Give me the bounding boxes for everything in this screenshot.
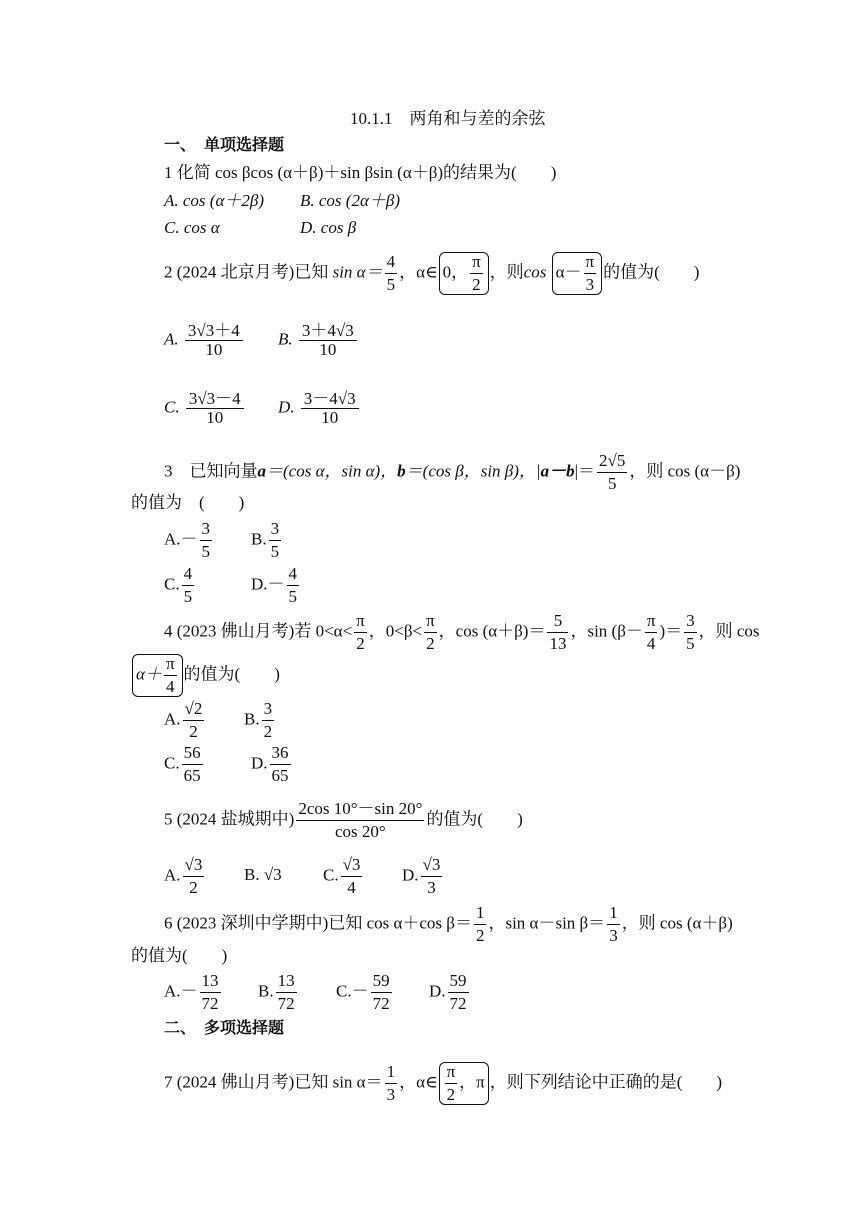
fraction-numerator: 3－4√3 [301, 390, 359, 409]
fraction-numerator: π [470, 253, 483, 274]
question-2-stem [164, 252, 699, 295]
fraction-denominator: 13 [549, 633, 567, 653]
option-label: C. [164, 397, 180, 417]
question-5-option-a [164, 856, 206, 897]
fraction-denominator: 3 [585, 274, 595, 294]
question-2-then: ，则 [489, 262, 524, 282]
fraction-denominator: 2 [356, 633, 365, 653]
fraction-denominator: 72 [201, 993, 219, 1013]
question-3-option-d [251, 565, 301, 606]
fraction-denominator: 2 [446, 1084, 456, 1104]
option-value: √3 [263, 865, 282, 884]
fraction-denominator: 5 [201, 541, 211, 561]
question-3-option-b [251, 520, 283, 561]
fraction-numerator: 4 [385, 253, 398, 274]
fraction-numerator: 36 [270, 744, 291, 765]
question-4-option-d [251, 744, 293, 785]
fraction-numerator: 4 [287, 565, 300, 586]
option-label: B. [244, 865, 260, 884]
fraction-denominator: 65 [271, 765, 289, 785]
option-sign: － [267, 574, 285, 594]
option-label: D. [402, 865, 419, 885]
fraction-numerator: π [645, 612, 658, 633]
question-2-suffix: 的值为( ) [603, 262, 700, 282]
question-1-stem: 1 化简 cos βcos (α＋β)＋sin βsin (α＋β)的结果为( ) [164, 163, 557, 182]
fraction-numerator: π [445, 1063, 458, 1084]
vector-b: b [397, 461, 406, 481]
vector-a-def: ＝(cos α，sin α)， [266, 461, 398, 481]
fraction-denominator: 4 [165, 676, 175, 696]
fraction-denominator: 5 [686, 633, 695, 653]
fraction-denominator: 2 [189, 721, 198, 741]
fraction-denominator: 10 [321, 407, 339, 427]
option-label: C. [336, 981, 352, 1001]
fraction-numerator: 3√3－4 [186, 390, 244, 409]
question-1-option-a: A. cos (α＋2β) [164, 191, 265, 210]
option-label: B. [244, 709, 260, 729]
vector-difference: a－b [540, 461, 575, 481]
question-6-stem [164, 904, 733, 945]
question-3-option-a [164, 520, 214, 561]
fraction-denominator: 5 [183, 586, 193, 606]
question-6-prefix: 6 (2023 深圳中学期中)已知 cos α＋cos β＝ [164, 913, 472, 933]
fraction-numerator: 59 [448, 972, 469, 993]
option-sign: － [180, 981, 198, 1001]
question-2-prefix: 2 (2024 北京月考)已知 [164, 262, 329, 282]
fraction-numerator: π [584, 253, 597, 274]
section-heading-multiple-choice: 二、 多项选择题 [164, 1018, 285, 1037]
vector-b-def: ＝(cos β，sin β)，| [405, 461, 541, 481]
question-2-option-c [164, 390, 246, 427]
question-3-prefix: 3 已知向量 [164, 461, 258, 481]
option-sign: － [351, 981, 369, 1001]
question-6-option-d [429, 972, 471, 1013]
question-1-option-d: D. cos β [300, 218, 357, 237]
fraction-numerator: 3 [200, 520, 213, 541]
fraction-numerator: 13 [276, 972, 297, 993]
fraction-denominator: 10 [319, 339, 337, 359]
option-sign: － [180, 529, 198, 549]
question-6-tail: ，则 cos (α＋β) [621, 913, 733, 933]
fraction-denominator: 3 [427, 877, 436, 897]
question-6-option-b [258, 972, 299, 1013]
fraction-denominator: 2 [189, 877, 198, 897]
fraction-numerator: π [164, 655, 177, 676]
fraction-denominator: 65 [183, 765, 201, 785]
option-label: B. [278, 329, 293, 349]
fraction-numerator: π [424, 612, 437, 633]
question-5-option-c [323, 856, 364, 897]
question-1-option-c: C. cos α [164, 218, 220, 237]
fraction-denominator: 4 [646, 633, 656, 653]
fraction-numerator: 13 [200, 972, 221, 993]
fraction-denominator: 2 [263, 721, 273, 741]
question-2-option-a [164, 322, 245, 359]
paren-bracket [552, 252, 603, 295]
fraction-numerator: 3 [269, 520, 282, 541]
question-6-option-a [164, 972, 223, 1013]
option-label: D. [429, 981, 446, 1001]
fraction-denominator: 72 [372, 993, 390, 1013]
fraction-numerator: 3√3＋4 [185, 322, 243, 341]
fraction-numerator: 3＋4√3 [299, 322, 357, 341]
question-7-suffix: ，则下列结论中正确的是( ) [489, 1072, 723, 1092]
fraction-numerator: 2√5 [597, 452, 627, 473]
question-4-option-c [164, 744, 205, 785]
option-label: C. [164, 574, 180, 594]
question-4-mid: ，sin (β－ [570, 621, 643, 641]
page-title: 10.1.1 两角和与差的余弦 [350, 109, 546, 128]
question-4-tail: ，则 cos [698, 621, 760, 641]
option-label: A. [164, 709, 181, 729]
question-6-line2: 的值为( ) [131, 946, 228, 965]
section-heading-single-choice: 一、 单项选择题 [164, 135, 285, 154]
question-2-option-d [278, 390, 361, 427]
fraction-numerator: 2cos 10°－sin 20° [296, 800, 424, 821]
fraction-numerator: √2 [183, 700, 205, 721]
inner-expression: α＋ [136, 664, 162, 684]
fraction-numerator: √3 [341, 856, 363, 877]
fraction-numerator: 59 [371, 972, 392, 993]
question-5-option-d [402, 856, 444, 897]
fraction-denominator: 5 [288, 586, 298, 606]
fraction-numerator: 56 [182, 744, 203, 765]
question-4-option-a [164, 700, 206, 741]
fraction-numerator: 3 [684, 612, 697, 633]
option-label: D. [251, 574, 268, 594]
question-7-mid: ，α∈ [399, 1072, 438, 1092]
fraction-denominator: 10 [205, 339, 223, 359]
fraction-numerator: √3 [183, 856, 205, 877]
fraction-denominator: 72 [277, 993, 295, 1013]
question-3-option-c [164, 565, 196, 606]
fraction-numerator: 1 [385, 1063, 398, 1084]
fraction-denominator: 2 [472, 274, 481, 294]
question-4-suffix: 的值为( ) [183, 664, 280, 684]
fraction-denominator: 4 [347, 877, 356, 897]
question-4-mid: )＝ [659, 621, 683, 641]
question-6-option-c [336, 972, 394, 1013]
question-5-stem [164, 800, 523, 841]
inner-expression: α－ [555, 262, 582, 282]
question-7-stem [164, 1062, 722, 1105]
fraction-denominator: 5 [607, 473, 617, 493]
question-5-suffix: 的值为( ) [426, 809, 523, 829]
option-label: A. [164, 329, 179, 349]
fraction-denominator: 5 [386, 274, 396, 294]
fraction-numerator: 1 [474, 904, 487, 925]
question-2-option-b [278, 322, 359, 359]
option-label: B. [258, 981, 274, 1001]
fraction-denominator: 2 [475, 925, 485, 945]
interval-bracket [439, 1062, 489, 1105]
question-4-line2 [131, 654, 280, 697]
option-label: A. [164, 529, 181, 549]
question-3-tail: ，则 cos (α－β) [629, 461, 741, 481]
interval-bracket [439, 252, 489, 295]
fraction-numerator: 1 [607, 904, 620, 925]
question-7-prefix: 7 (2024 佛山月考)已知 sin α＝ [164, 1072, 383, 1092]
option-label: A. [164, 865, 181, 885]
norm-equals: |＝ [574, 461, 596, 481]
fraction-denominator: 3 [386, 1084, 396, 1104]
question-5-option-b [244, 866, 282, 883]
paren-bracket [132, 654, 183, 697]
fraction-numerator: 4 [182, 565, 195, 586]
fraction-numerator: 5 [547, 612, 568, 633]
option-label: C. [323, 865, 339, 885]
question-3-line2: 的值为 ( ) [131, 493, 245, 512]
option-label: D. [278, 397, 295, 417]
option-label: C. [164, 753, 180, 773]
question-4-mid: ，cos (α＋β)＝ [438, 621, 546, 641]
fraction-numerator: √3 [421, 856, 443, 877]
option-label: B. [251, 529, 267, 549]
question-3-stem [164, 452, 740, 493]
vector-a: a [257, 461, 266, 481]
fraction-numerator: π [354, 612, 367, 633]
interval-end: ，π [459, 1072, 485, 1092]
fraction-denominator: 3 [609, 925, 618, 945]
question-4-mid: ，0<β< [368, 621, 423, 641]
question-4-stem [164, 612, 760, 653]
fraction-denominator: 72 [449, 993, 467, 1013]
question-5-prefix: 5 (2024 盐城期中) [164, 809, 295, 829]
option-label: D. [251, 753, 268, 773]
fraction-denominator: 10 [206, 407, 224, 427]
fraction-denominator: 5 [270, 541, 280, 561]
question-6-mid: ，sin α－sin β＝ [488, 913, 606, 933]
question-4-option-b [244, 700, 276, 741]
question-2-cos: cos [523, 262, 547, 282]
question-2-mid: ，α∈ [399, 262, 438, 282]
option-label: A. [164, 981, 181, 1001]
question-2-sin: sin α＝ [332, 262, 383, 282]
fraction-numerator: 3 [262, 700, 275, 721]
interval-start: 0， [442, 262, 469, 282]
question-4-prefix: 4 (2023 佛山月考)若 0<α< [164, 621, 353, 641]
fraction-denominator: 2 [426, 633, 435, 653]
fraction-denominator: cos 20° [335, 821, 386, 841]
question-1-option-b: B. cos (2α＋β) [300, 191, 401, 210]
